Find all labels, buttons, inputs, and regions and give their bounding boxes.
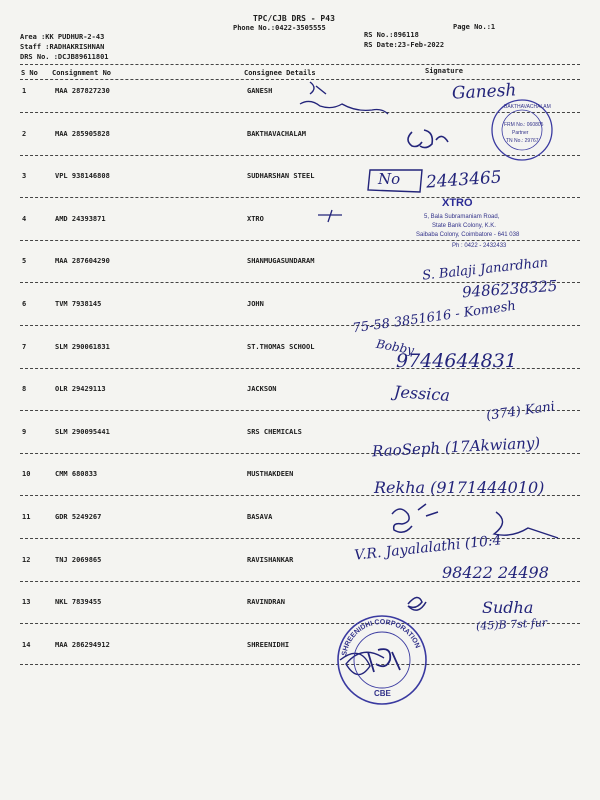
handwriting-row-12b: 98422 24498 bbox=[442, 563, 549, 582]
row-consignment: MAA 285905828 bbox=[55, 130, 110, 138]
drs-number: DRS No. :DCJB89611801 bbox=[20, 53, 109, 61]
signature-row-13 bbox=[408, 597, 426, 610]
handwriting-row-1: Ganesh bbox=[451, 80, 517, 104]
stamp-bakthavachalam-partner: Partner bbox=[512, 130, 529, 136]
row-consignee: SHANMUGASUNDARAM bbox=[247, 257, 315, 265]
row-consignment: MAA 287604290 bbox=[55, 257, 110, 265]
row-consignment: OLR 29429113 bbox=[55, 385, 106, 393]
row-divider bbox=[20, 155, 580, 156]
row-consignee: JACKSON bbox=[247, 385, 277, 393]
handwriting-row-8b: (374) Kani bbox=[485, 399, 556, 424]
rs-number: RS No.:896118 bbox=[364, 31, 419, 39]
stamp-bakthavachalam bbox=[492, 100, 552, 160]
header-divider bbox=[20, 64, 580, 65]
row-consignee: RAVINDRAN bbox=[247, 598, 285, 606]
row-consignment: MAA 287827230 bbox=[55, 87, 110, 95]
row-sno: 14 bbox=[22, 641, 31, 649]
row-consignee: JOHN bbox=[247, 300, 264, 308]
signature-row-1 bbox=[310, 82, 326, 94]
handwriting-row-10: Rekha (9171444010) bbox=[374, 478, 545, 497]
row-divider bbox=[20, 112, 580, 113]
svg-text:SHREENIDHI CORPORATION bbox=[341, 619, 421, 656]
row-consignee: ST.THOMAS SCHOOL bbox=[247, 343, 315, 351]
handwriting-row-13b: (45)B 7st fur bbox=[475, 616, 548, 633]
row-sno: 1 bbox=[22, 87, 27, 95]
row-consignee: RAVISHANKAR bbox=[247, 556, 294, 564]
row-consignment: MAA 286294912 bbox=[55, 641, 110, 649]
row-sno: 11 bbox=[22, 513, 31, 521]
handwriting-row-5b: 9486238325 bbox=[461, 276, 558, 302]
sheet-title: TPC/CJB DRS - P43 bbox=[253, 14, 335, 23]
row-sno: 9 bbox=[22, 428, 27, 436]
row-consignee: SRS CHEMICALS bbox=[247, 428, 302, 436]
column-divider bbox=[20, 79, 580, 80]
handwriting-row-6: 75-58 3851616 - Komesh bbox=[351, 298, 517, 337]
col-consignee: Consignee Details bbox=[244, 69, 316, 77]
handwriting-row-7a: Bobby bbox=[375, 336, 416, 358]
stamp-xtro-line1: 5, Bala Subramaniam Road, bbox=[424, 214, 500, 220]
row-sno: 13 bbox=[22, 598, 31, 606]
stamp-bakthavachalam-name: BAKTHAVACHALAM bbox=[504, 104, 551, 110]
row-divider bbox=[20, 325, 580, 326]
handwriting-row-7b: 9744644831 bbox=[396, 350, 517, 372]
handwriting-row-5a: S. Balaji Janardhan bbox=[421, 255, 549, 284]
table-end-divider bbox=[20, 664, 580, 665]
row-divider bbox=[20, 240, 580, 241]
handwriting-row-13: Sudha bbox=[482, 598, 534, 617]
row-consignment: SLM 290095441 bbox=[55, 428, 110, 436]
row-divider bbox=[20, 197, 580, 198]
row-sno: 10 bbox=[22, 470, 31, 478]
row-sno: 3 bbox=[22, 172, 27, 180]
stamp-shreenidhi bbox=[338, 616, 426, 704]
row-sno: 4 bbox=[22, 215, 27, 223]
row-sno: 5 bbox=[22, 257, 27, 265]
stamp-bakthavachalam-frm: FRM No.: 060805 bbox=[504, 122, 544, 128]
row-sno: 8 bbox=[22, 385, 27, 393]
col-sno: S No bbox=[21, 69, 38, 77]
row-consignee: SHREENIDHI bbox=[247, 641, 290, 649]
row-consignment: SLM 290061831 bbox=[55, 343, 110, 351]
col-consignment: Consignment No bbox=[52, 69, 112, 77]
row-sno: 2 bbox=[22, 130, 27, 138]
row-sno: 7 bbox=[22, 343, 27, 351]
stamp-shreenidhi-top: SHREENIDHI CORPORATION bbox=[341, 618, 421, 657]
row-consignment: NKL 7839455 bbox=[55, 598, 102, 606]
row-consignee: MUSTHAKDEEN bbox=[247, 470, 294, 478]
signature-row-2 bbox=[408, 130, 448, 148]
handwriting-row-3b: 2443465 bbox=[425, 167, 503, 193]
handwriting-row-9: RaoSeph (17Akwiany) bbox=[371, 433, 541, 461]
row-consignee: GANESH bbox=[247, 87, 273, 95]
stamp-xtro-line4: Ph : 0422 - 2432433 bbox=[452, 243, 507, 249]
row-sno: 6 bbox=[22, 300, 27, 308]
page-number: Page No.:1 bbox=[453, 23, 496, 31]
staff-label: Staff :RADHAKRISHNAN bbox=[20, 43, 105, 51]
row-consignment: AMD 24393871 bbox=[55, 215, 106, 223]
stamp-shreenidhi-bottom: CBE bbox=[374, 689, 391, 698]
signature-row-4 bbox=[318, 210, 342, 222]
stamp-xtro bbox=[416, 197, 520, 249]
row-consignment: VPL 938146808 bbox=[55, 172, 110, 180]
handwriting-row-8a: Jessica bbox=[393, 382, 451, 405]
signature-row-11b bbox=[494, 512, 558, 538]
row-consignment: TNJ 2069865 bbox=[55, 556, 102, 564]
stamp-xtro-line3: Saibaba Colony, Coimbatore - 641 038 bbox=[416, 232, 520, 238]
stamp-xtro-name: XTRO bbox=[442, 197, 473, 209]
row-consignee: XTRO bbox=[247, 215, 264, 223]
row-consignee: BASAVA bbox=[247, 513, 273, 521]
rs-date: RS Date:23-Feb-2022 bbox=[364, 41, 445, 49]
row-consignment: GDR 5249267 bbox=[55, 513, 102, 521]
area-label: Area :KK PUDHUR-2-43 bbox=[20, 33, 105, 41]
stamp-xtro-line2: State Bank Colony, K.K. bbox=[432, 223, 496, 229]
row-consignee: BAKTHAVACHALAM bbox=[247, 130, 307, 138]
row-sno: 12 bbox=[22, 556, 31, 564]
row-consignee: SUDHARSHAN STEEL bbox=[247, 172, 315, 180]
handwriting-row-12a: V.R. Jayalalathi (10:4 bbox=[353, 532, 503, 564]
handwriting-row-3a: No bbox=[378, 170, 401, 188]
row-consignment: CMM 680833 bbox=[55, 470, 98, 478]
row-consignment: TVM 7938145 bbox=[55, 300, 102, 308]
signature-row-11 bbox=[392, 504, 438, 532]
phone-number: Phone No.:0422-3505555 bbox=[233, 24, 326, 32]
col-signature: Signature bbox=[425, 67, 463, 75]
stamp-bakthavachalam-tn: TN No.: 29767 bbox=[506, 138, 539, 144]
